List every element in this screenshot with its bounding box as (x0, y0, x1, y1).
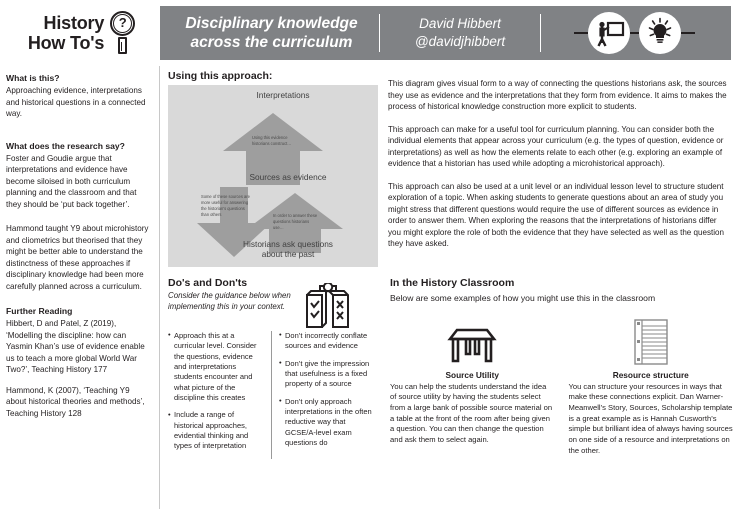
sidebar (0, 66, 160, 509)
magnifier-handle (118, 37, 127, 54)
page-header (0, 0, 735, 66)
page-body (0, 66, 735, 509)
diagram-column (168, 70, 380, 267)
do-item: • Include a range of historical approaches, evidential thinking and types of interpretation (168, 410, 264, 451)
dont-item: • Don’t give the impression that usefulness is a fixed property of a source (279, 359, 374, 390)
bottom-section (168, 277, 733, 459)
example-source-utility (390, 311, 555, 456)
reference-item: Hammond, K (2007), ‘Teaching Y9 about historical theories and methods’, Teaching History 128 (6, 385, 145, 418)
classroom-heading: In the History Classroom (390, 277, 515, 289)
banner-title (164, 14, 379, 53)
approach-diagram (168, 85, 378, 267)
sidebar-body-research-2: Hammond taught Y9 about microhistory and cliometrics but theorised that they might be better able to understand the distinctness of these approaches if disciplinary knowledge had been more carefully planned across a curriculum. (6, 224, 149, 291)
header-banner (160, 6, 731, 60)
sidebar-spacer (6, 133, 150, 140)
approach-title: Using this approach: (168, 70, 273, 82)
diagram-label-interpretations: Interpretations (256, 90, 310, 100)
donts-column (271, 331, 374, 459)
diagram-arrow-text-answer: In order to answer these questions historians use… (273, 213, 318, 230)
teacher-at-board-icon (588, 12, 630, 54)
brand-line-1: History (43, 12, 105, 33)
example-body: You can structure your resources in ways that make these connections explicit. Dan Warner-Meanwell’s Story, Sources, Scholarship template is a great example as is Hannah Cusworth’s simple but brilliant idea of always having sources on one side of a resource and interpretations on the other. (568, 381, 733, 455)
approach-paragraph: This approach can make for a useful tool for curriculum planning. You can consider both the individual elements that appear across your curriculum (e.g. the types of question, evidence or interpretations) as well as how the elements relate to each other (e.g. exploring an example of evidence that a historian has used while adopting a microhistorical approach). (388, 124, 724, 168)
dos-column (168, 331, 264, 459)
brand-title (28, 13, 104, 53)
banner-title-line-2: across the curriculum (190, 34, 353, 51)
dos-donts-heading: Do's and Don'ts (168, 277, 248, 289)
sidebar-body-research-1: Foster and Goudie argue that interpretations and evidence have become siloised in both curriculum planning and the classroom and that they should be ‘put back together’. (6, 153, 137, 209)
dos-and-donts-section (168, 277, 380, 459)
icon-rule-left (574, 32, 588, 34)
brand-line-2: How To's (27, 33, 105, 53)
approach-paragraph: This diagram gives visual form to a way of connecting the questions historians ask, the sources they use as evidence and the interpretations that they form from evidence. It aims to makes the process of historical knowledge construction more explicit to students. (388, 79, 727, 111)
lightbulb-icon (639, 12, 681, 54)
banner-icon-group (541, 12, 727, 54)
table-icon (390, 311, 555, 367)
example-body: You can help the students understand the idea of source utility by having the students select from a large bank of possible source material on a table at the front of the room after being given a question. You can then change the question and ask them to select again. (390, 381, 553, 444)
author-name: David Hibbert (419, 16, 501, 32)
main-content (160, 66, 735, 509)
sidebar-heading-research: What does the research say? (6, 140, 125, 151)
example-resource-structure (569, 311, 734, 456)
reference-item: Hibbert, D and Patel, Z (2019), ‘Modelling the discipline: how can Yasmin Khan’s use of evidence enable us to teach a more global World War Two?’, Teaching History 177 (6, 319, 145, 375)
author-handle: @davidjhibbert (414, 34, 506, 49)
example-title: Source Utility (445, 369, 499, 380)
classroom-section (390, 277, 733, 459)
approach-section (168, 70, 733, 267)
classroom-examples (390, 311, 733, 456)
diagram-label-sources: Sources as evidence (249, 172, 327, 182)
author-block (380, 15, 540, 50)
icon-rule-middle (630, 32, 639, 34)
document-lines-icon (569, 311, 734, 367)
icon-rule-right (681, 32, 695, 34)
approach-paragraph: This approach can also be used at a unit level or an individual lesson level to structure student exploration of a topic. When asking students to generate questions about an area of study you might stress that different questions would require the use of different sources as evidence in order to answer them. When exploring the reasons that the interpretations of historians differ you might explore the role of both the evidence that they have selected as well as the question they have asked. (388, 181, 724, 248)
magnifying-glass-icon (108, 10, 138, 56)
do-item: • Approach this at a curricular level. Consider the questions, evidence and interpretations students encounter and what picture of the discipline this creates (168, 331, 264, 403)
magnifier-question-mark: ? (113, 14, 132, 33)
dos-donts-subtitle: Consider the guidance below when implementing this in your context. (168, 291, 291, 311)
brand-logo (0, 0, 160, 66)
diagram-arrow-text-construct: Using this evidence historians construct… (252, 135, 292, 146)
dont-item: • Don’t only approach interpretations in the often reductive way that GCSE/A-level exam questions do (279, 397, 374, 449)
classroom-subtitle: Below are some examples of how you might use this in the classroom (390, 293, 656, 303)
banner-title-line-1: Disciplinary knowledge (185, 14, 358, 32)
dont-item: • Don’t incorrectly conflate sources and evidence (279, 331, 374, 352)
sidebar-heading-further-reading: Further Reading (6, 306, 73, 317)
diagram-arrow-text-utility: Some of these sources are more useful for answering the historian's questions than others (201, 194, 250, 217)
diagram-label-questions-line-2: about the past (261, 249, 315, 259)
sidebar-body-what-is-this: Approaching evidence, interpretations and historical questions in a connected way. (6, 86, 146, 119)
approach-prose (388, 70, 733, 267)
clipboard-check-cross-icon (302, 283, 354, 331)
dos-donts-columns (168, 331, 380, 459)
sidebar-heading-what-is-this: What is this? (6, 73, 60, 83)
diagram-label-questions-line-1: Historians ask questions (243, 239, 333, 249)
example-title: Resource structure (612, 369, 689, 380)
